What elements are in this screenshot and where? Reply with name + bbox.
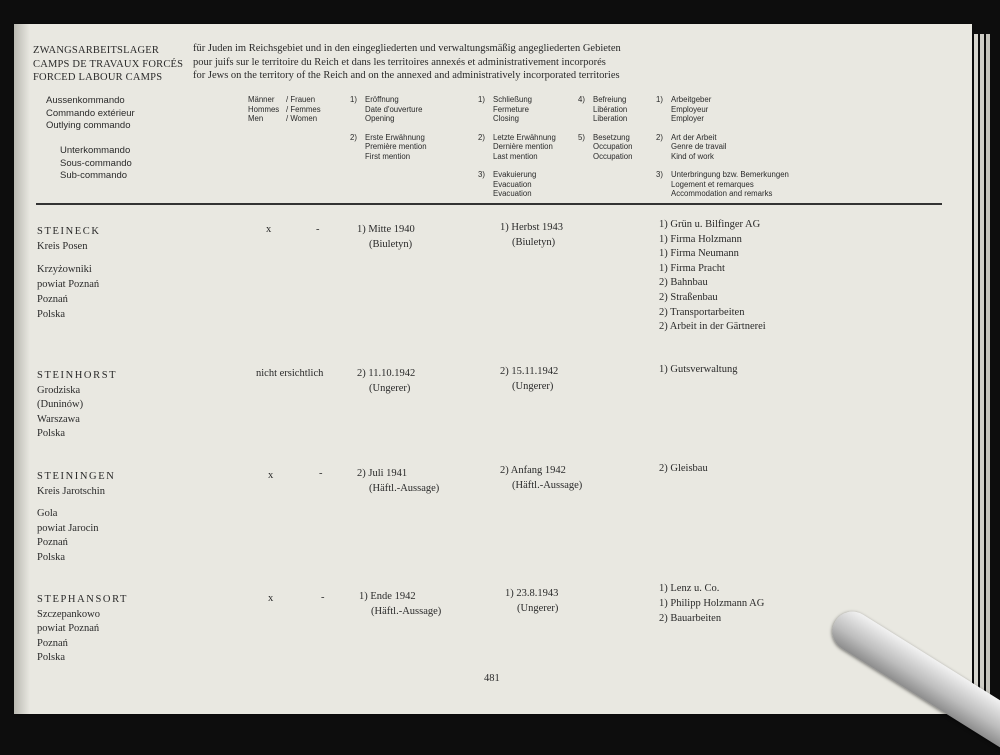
women-mark: - bbox=[319, 468, 323, 479]
page-edge bbox=[980, 34, 984, 715]
opening-date: 1) Mitte 1940 (Biuletyn) bbox=[357, 224, 415, 250]
work-list: 1) Gutsverwaltung bbox=[659, 364, 738, 375]
camp-name: STEINHORST bbox=[37, 370, 118, 381]
closing-date: 2) 15.11.1942 (Ungerer) bbox=[500, 366, 559, 392]
opening-date: 1) Ende 1942 (Häftl.-Aussage) bbox=[359, 591, 442, 617]
col-opening-header: 1) Eröffnung Date d'ouverture Opening 2) Erste Erwähnung Première mention First mention bbox=[350, 95, 427, 161]
work-list: 2) Gleisbau bbox=[659, 463, 708, 474]
col-closing-header: 1) Schließung Fermeture Closing 2) Letzte Erwähnung Dernière mention Last mention 3) Evakuierung Evacuation Evacuation bbox=[478, 95, 556, 198]
col-employer-header: 1) Arbeitgeber Employeur Employer 2) Art der Arbeit Genre de travail Kind of work 3) Unterbringung bzw. Bemerkungen Logement et remarques Accommodation and remarks bbox=[656, 95, 789, 198]
camp-name: STEININGEN bbox=[37, 471, 116, 482]
page-gutter bbox=[14, 24, 30, 714]
entry-location: STEINECK Kreis Posen Krzyżowniki powiat Poznań Poznań Polska bbox=[37, 226, 101, 320]
men-mark: nicht ersichtlich bbox=[256, 368, 324, 379]
sex-header: Männer / Frauen Hommes / Femmes Men / Women bbox=[248, 95, 321, 123]
closing-date: 2) Anfang 1942 (Häftl.-Aussage) bbox=[500, 465, 583, 491]
entry-location: STEININGEN Kreis Jarotschin Gola powiat Jarocin Poznań Polska bbox=[37, 471, 116, 563]
page-edge bbox=[986, 34, 990, 715]
page-edge bbox=[974, 34, 978, 715]
header-divider bbox=[36, 203, 942, 205]
men-mark: x bbox=[266, 224, 272, 235]
closing-date: 1) Herbst 1943 (Biuletyn) bbox=[500, 222, 563, 248]
work-list: 1) Grün u. Bilfinger AG 1) Firma Holzmann 1) Firma Neumann 1) Firma Pracht 2) Bahnbau 2) Straßenbau 2) Transportarbeiten 2) Arbeit in der Gärtnerei bbox=[659, 219, 766, 333]
opening-date: 2) 11.10.1942 (Ungerer) bbox=[357, 368, 416, 394]
entry-location: STEPHANSORT Szczepankowo powiat Poznań Poznań Polska bbox=[37, 594, 129, 664]
subcommando-label: Unterkommando Sous-commando Sub-commando bbox=[60, 145, 132, 181]
men-mark: x bbox=[268, 470, 274, 481]
men-mark: x bbox=[268, 593, 274, 604]
work-list: 1) Lenz u. Co. 1) Philipp Holzmann AG 2) Bauarbeiten bbox=[659, 583, 765, 624]
opening-date: 2) Juli 1941 (Häftl.-Aussage) bbox=[357, 468, 440, 494]
page-number: 481 bbox=[484, 673, 500, 684]
camp-name: STEPHANSORT bbox=[37, 594, 129, 605]
intro-text: für Juden im Reichsgebiet und in den eingegliederten und verwaltungsmäßig angegliederten Gebieten pour juifs sur le territoire du Reich et dans les territoires annexés et administrativement incorporés for Jews on the territory of the Reich and on the annexed and administratively incorporated territories bbox=[193, 43, 621, 81]
women-mark: - bbox=[316, 224, 320, 235]
entry-location: STEINHORST Grodziska (Duninów) Warszawa Polska bbox=[37, 370, 118, 440]
closing-date: 1) 23.8.1943 (Ungerer) bbox=[505, 588, 559, 614]
col-liberation-header: 4) Befreiung Libération Liberation 5) Besetzung Occupation Occupation bbox=[578, 95, 633, 161]
women-mark: - bbox=[321, 592, 325, 603]
category-title: ZWANGSARBEITSLAGER CAMPS DE TRAVAUX FORCÉS FORCED LABOUR CAMPS bbox=[33, 45, 184, 83]
subcamp-label: Aussenkommando Commando extérieur Outlying commando bbox=[46, 95, 135, 131]
camp-name: STEINECK bbox=[37, 226, 101, 237]
